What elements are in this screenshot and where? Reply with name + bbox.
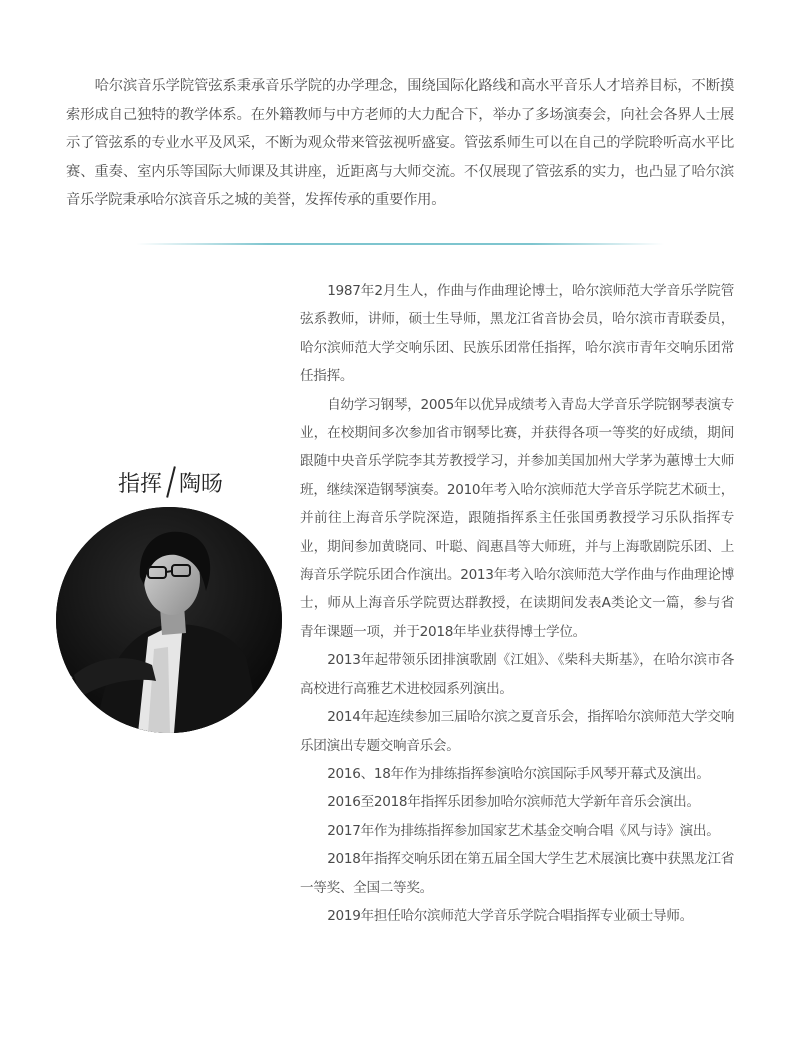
profile-heading: [118, 462, 223, 502]
portrait-photo: [56, 507, 282, 733]
bio-paragraph: 2018年指挥交响乐团在第五届全国大学生艺术展演比赛中获黑龙江省一等奖、全国二等奖。: [300, 851, 734, 896]
bio-paragraph: 2014年起连续参加三届哈尔滨之夏音乐会，指挥哈尔滨师范大学交响乐团演出专题交响音乐会。: [300, 709, 734, 754]
bio-paragraph: 2019年担任哈尔滨师范大学音乐学院合唱指挥专业硕士导师。: [327, 907, 693, 924]
bio-paragraph: 2013年起带领乐团排演歌剧《江姐》、《柴科夫斯基》，在哈尔滨市各高校进行高雅艺术进校园系列演出。: [300, 652, 734, 697]
section-divider: [136, 243, 664, 245]
bio-paragraph: 2016至2018年指挥乐团参加哈尔滨师范大学新年音乐会演出。: [327, 794, 700, 811]
bio-paragraph: 1987年2月生人，作曲与作曲理论博士，哈尔滨师范大学音乐学院管弦系教师，讲师，硕士生导师，黑龙江省音协会员，哈尔滨市青联委员，哈尔滨师范大学交响乐团、民族乐团常任指挥，哈尔滨市青年交响乐团常任指挥。: [300, 283, 734, 385]
intro-paragraph: 哈尔滨音乐学院管弦系秉承音乐学院的办学理念，围绕国际化路线和高水平音乐人才培养目标，不断摸索形成自己独特的教学体系。在外籍教师与中方老师的大力配合下，举办了多场演奏会，向社会各界人士展示了管弦系的专业水平及风采，不断为观众带来管弦视听盛宴。管弦系师生可以在自己的学院聆听高水平比赛、重奏、室内乐等国际大师课及其讲座，近距离与大师交流。不仅展现了管弦系的实力，也凸显了哈尔滨音乐学院秉承哈尔滨音乐之城的美誉，发挥传承的重要作用。: [66, 78, 734, 208]
bio-paragraph: 2017年作为排练指挥参加国家艺术基金交响合唱《风与诗》演出。: [327, 822, 720, 839]
bio-paragraph: 自幼学习钢琴，2005年以优异成绩考入青岛大学音乐学院钢琴表演专业，在校期间多次参加省市钢琴比赛，并获得各项一等奖的好成绩，期间跟随中央音乐学院李其芳教授学习，并参加美国加州大学茅为蕙博士大师班，继续深造钢琴演奏。2010年考入哈尔滨师范大学音乐学院艺术硕士，并前往上海音乐学院深造，跟随指挥系主任张国勇教授学习乐队指挥专业，期间参加黄晓同、叶聪、阎惠昌等大师班，并与上海歌剧院乐团、上海音乐学院乐团合作演出。2013年考入哈尔滨师范大学作曲与作曲理论博士，师从上海音乐学院贾达群教授，在读期间发表A类论文一篇，参与省青年课题一项，并于2018年毕业获得博士学位。: [300, 396, 734, 640]
biography: [300, 277, 734, 930]
conductor-portrait: [56, 507, 282, 733]
profile-role: 指挥: [118, 471, 163, 497]
bio-paragraph: 2016、18年作为排练指挥参演哈尔滨国际手风琴开幕式及演出。: [327, 765, 710, 782]
profile-name: 陶旸: [179, 471, 224, 497]
slash-divider: [166, 466, 176, 498]
